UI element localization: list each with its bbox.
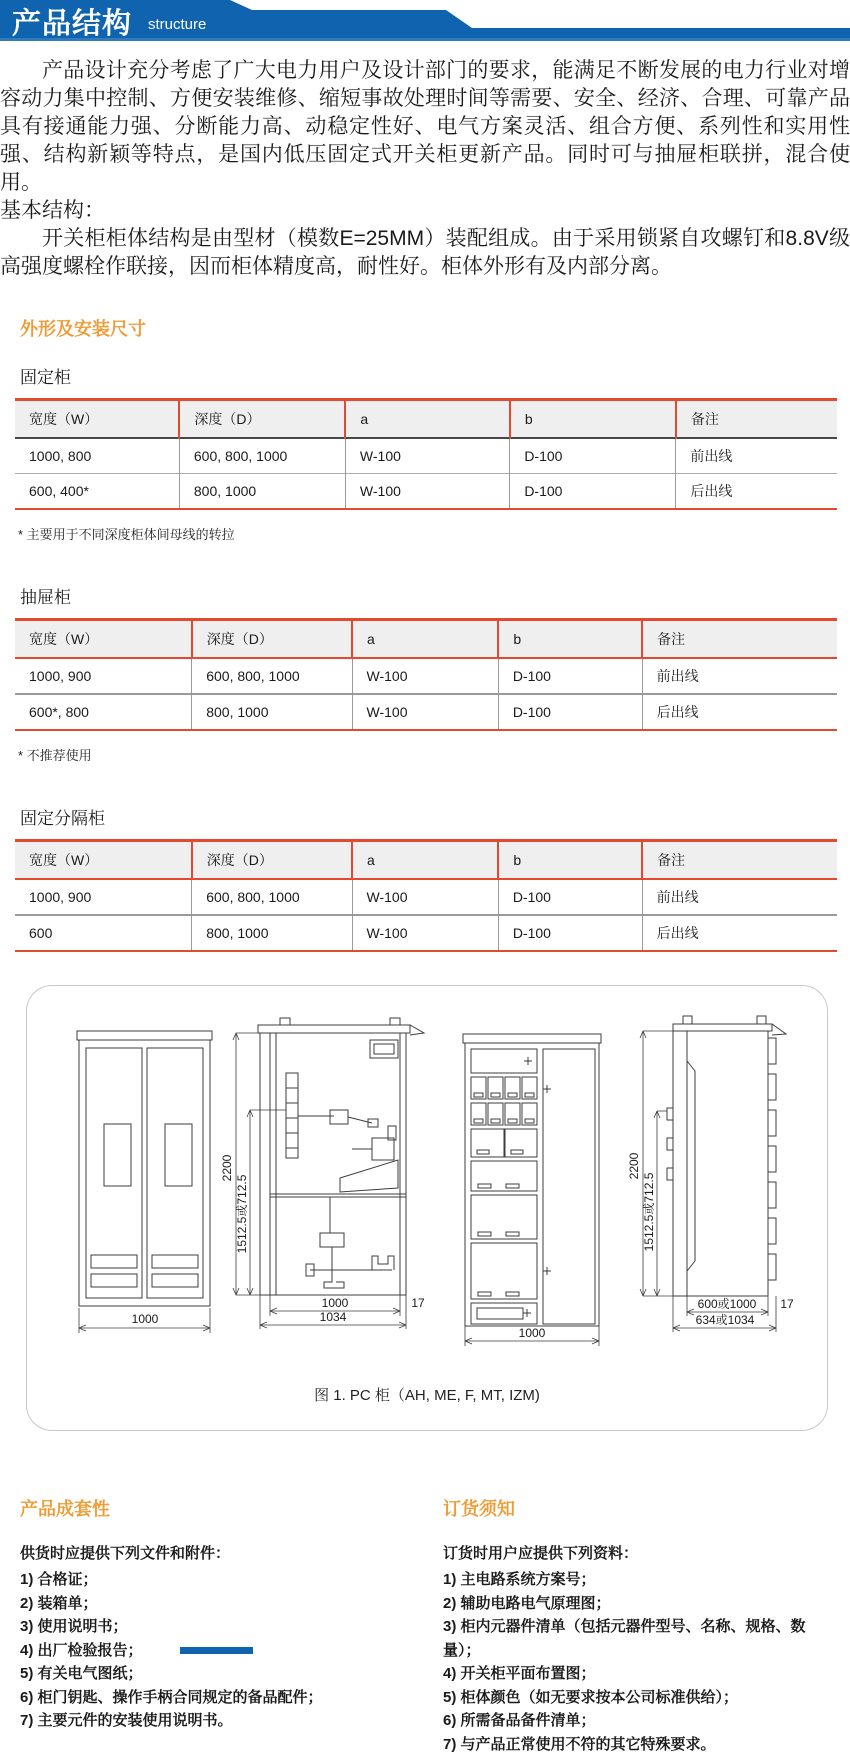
table-row (15, 474, 837, 510)
table-cell: 前出线 (676, 438, 837, 474)
table-cell: 800, 1000 (192, 694, 352, 730)
table-cell: D-100 (498, 694, 642, 730)
list-item: 1) 主电路系统方案号； (443, 1568, 835, 1592)
drawer-cabinet-table (15, 618, 837, 731)
table-header-row (15, 400, 837, 439)
figure-box (26, 985, 828, 1431)
table-cell: 1000, 800 (15, 438, 179, 474)
intro-paragraph-1: 产品设计充分考虑了广大电力用户及设计部门的要求，能满足不断发展的电力行业对增容动力集中控制、方便安装维修、缩短事故处理时间等需要、安全、经济、合理、可靠产品具有接通能力强、分断能力高、动稳定性好、电气方案灵活、组合方便、系列性和实用性强、结构新颖等特点，是国内低压固定式开关柜更新产品。同时可与抽屉柜联拼，混合使用。 (0, 57, 850, 197)
ordering-notes-column (443, 1495, 835, 1756)
table-cell: D-100 (498, 915, 642, 951)
table-cell: 后出线 (676, 474, 837, 510)
table-row (15, 694, 837, 730)
list-item: 3) 使用说明书； (20, 1615, 443, 1639)
dim-label-frame-gap: 17 (411, 1296, 425, 1310)
partition-cabinet-table (15, 839, 837, 952)
dim-label-inner-height: 1512.5或712.5 (235, 1174, 249, 1253)
table-cell: 600, 800, 1000 (192, 658, 352, 694)
dim-label-width: 1000 (519, 1326, 546, 1340)
table-cell: 1000, 900 (15, 658, 192, 694)
column-header: 宽度（W） (15, 620, 192, 659)
dim-label-frame-gap: 17 (780, 1297, 794, 1311)
table-header-row (15, 841, 837, 880)
cabinet-side-section-drawing (222, 1018, 434, 1332)
table-cell: D-100 (498, 879, 642, 915)
table-title-fixed-cabinet: 固定柜 (20, 363, 850, 388)
table-title-drawer-cabinet: 抽屉柜 (20, 583, 850, 608)
table-cell: 800, 1000 (192, 915, 352, 951)
list-item: 2) 装箱单； (20, 1592, 443, 1616)
table-cell: D-100 (498, 658, 642, 694)
footnote-drawer-cabinet: * 不推荐使用 (18, 745, 850, 764)
table-row (15, 658, 837, 694)
page-banner (0, 0, 850, 41)
table-cell: 800, 1000 (179, 474, 345, 510)
fixed-cabinet-table (15, 398, 837, 510)
table-cell: 后出线 (642, 694, 837, 730)
product-completeness-column (20, 1495, 443, 1756)
list-item: 7) 与产品正常使用不符的其它特殊要求。 (443, 1733, 835, 1756)
table-cell: D-100 (510, 474, 676, 510)
column-header: a (345, 400, 509, 439)
ordering-list (443, 1568, 835, 1756)
list-item: 3) 柜内元器件清单（包括元器件型号、名称、规格、数量）； (443, 1615, 835, 1662)
dim-label-outer-width: 1034 (320, 1310, 347, 1324)
dim-label-depth: 600或1000 (698, 1297, 757, 1311)
dim-label-inner-width: 1000 (322, 1296, 349, 1310)
table-cell: W-100 (352, 694, 498, 730)
intro-paragraph-2: 开关柜柜体结构是由型材（模数E=25MM）装配组成。由于采用锁紧自攻螺钉和8.8V级高强度螺栓作联接，因而柜体精度高，耐性好。柜体外形有及内部分离。 (0, 225, 850, 281)
completeness-intro: 供货时应提供下列文件和附件： (20, 1542, 443, 1563)
column-header: b (498, 620, 642, 659)
cabinet-front-view-drawing (75, 1031, 215, 1343)
column-header: b (510, 400, 676, 439)
dim-label-inner-height: 1512.5或712.5 (642, 1172, 656, 1251)
table-cell: 600 (15, 915, 192, 951)
column-heading-completeness: 产品成套性 (20, 1495, 443, 1521)
dim-label-outer-depth: 634或1034 (696, 1313, 755, 1327)
bottom-columns (20, 1495, 835, 1756)
ordering-intro: 订货时用户应提供下列资料： (443, 1542, 835, 1563)
column-header: b (498, 841, 642, 880)
list-item: 6) 柜门钥匙、操作手柄合同规定的备品配件； (20, 1686, 443, 1710)
column-header: a (352, 841, 498, 880)
list-item: 5) 柜体颜色（如无要求按本公司标准供给）； (443, 1686, 835, 1710)
list-item: 7) 主要元件的安装使用说明书。 (20, 1709, 443, 1733)
dim-label-width: 1000 (132, 1312, 159, 1326)
table-cell: 1000, 900 (15, 879, 192, 915)
cabinet-side-view-drawing (627, 1016, 812, 1338)
section-heading-dimensions: 外形及安装尺寸 (20, 315, 850, 341)
dim-label-height: 2200 (627, 1152, 641, 1179)
list-item: 4) 开关柜平面布置图； (443, 1662, 835, 1686)
column-header: 备注 (642, 620, 837, 659)
column-heading-ordering: 订货须知 (443, 1495, 835, 1521)
table-cell: W-100 (352, 658, 498, 694)
footnote-fixed-cabinet: * 主要用于不同深度柜体间母线的转拉 (18, 524, 850, 543)
list-item: 6) 所需备品备件清单； (443, 1709, 835, 1733)
table-row (15, 879, 837, 915)
table-cell: W-100 (345, 474, 509, 510)
column-header: 宽度（W） (15, 400, 179, 439)
figure-caption: 图 1. PC 柜（AH, ME, F, MT, IZM) (27, 1384, 827, 1405)
table-cell: 前出线 (642, 879, 837, 915)
list-item: 1) 合格证； (20, 1568, 443, 1592)
list-item: 4) 出厂检验报告； (20, 1639, 443, 1663)
column-header: a (352, 620, 498, 659)
list-item: 5) 有关电气图纸； (20, 1662, 443, 1686)
table-cell: 600*, 800 (15, 694, 192, 730)
page-title: 产品结构 (12, 1, 132, 42)
column-header: 深度（D） (179, 400, 345, 439)
footer-accent-strip (180, 1647, 253, 1654)
column-header: 备注 (642, 841, 837, 880)
column-header: 宽度（W） (15, 841, 192, 880)
table-cell: W-100 (352, 879, 498, 915)
table-cell: 前出线 (642, 658, 837, 694)
page-subtitle: structure (148, 16, 206, 33)
table-cell: D-100 (510, 438, 676, 474)
column-header: 备注 (676, 400, 837, 439)
table-row (15, 915, 837, 951)
table-title-partition-cabinet: 固定分隔柜 (20, 804, 850, 829)
table-header-row (15, 620, 837, 659)
table-cell: 600, 800, 1000 (192, 879, 352, 915)
intro-section (0, 57, 850, 281)
basic-structure-label: 基本结构： (0, 197, 850, 225)
dim-label-height: 2200 (220, 1154, 234, 1181)
column-header: 深度（D） (192, 841, 352, 880)
list-item: 2) 辅助电路电气原理图； (443, 1592, 835, 1616)
table-cell: W-100 (352, 915, 498, 951)
table-cell: W-100 (345, 438, 509, 474)
drawer-cabinet-front-drawing (463, 1034, 603, 1356)
column-header: 深度（D） (192, 620, 352, 659)
table-cell: 600, 800, 1000 (179, 438, 345, 474)
table-cell: 后出线 (642, 915, 837, 951)
table-cell: 600, 400* (15, 474, 179, 510)
table-row (15, 438, 837, 474)
